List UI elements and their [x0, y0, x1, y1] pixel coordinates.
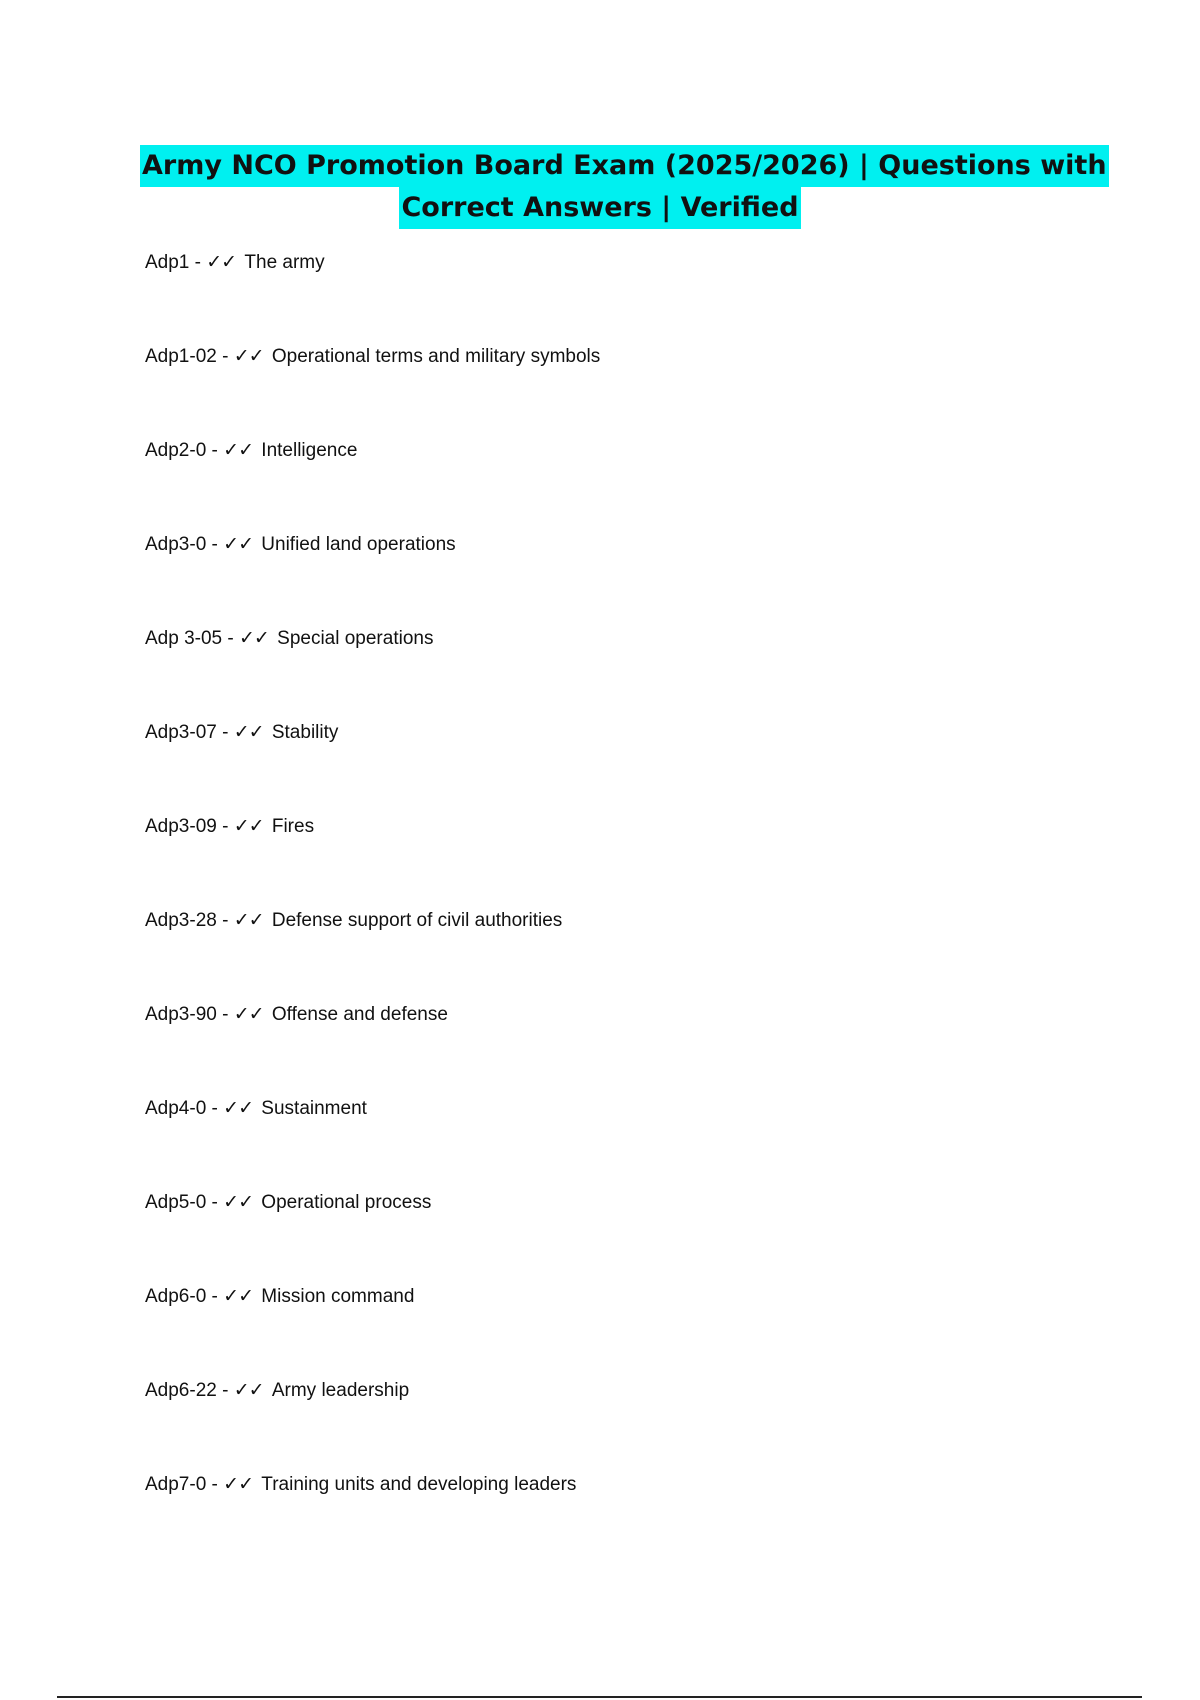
entry-separator: - [189, 252, 207, 273]
list-item [145, 1188, 1045, 1282]
entry-answer: Operational process [261, 1192, 432, 1213]
entry-separator: - [206, 1192, 224, 1213]
double-check-icon: ✓✓ [233, 346, 268, 367]
entry-answer: Mission command [261, 1286, 415, 1307]
entry-answer: Stability [271, 722, 339, 743]
title-line-2: Correct Answers | Verified [399, 187, 800, 229]
list-item [145, 436, 1045, 530]
entry-term: Adp5-0 [145, 1192, 207, 1213]
entry-term: Adp3-90 [145, 1004, 217, 1025]
list-item [145, 1282, 1045, 1376]
entry-separator: - [206, 1286, 224, 1307]
entry-answer: Defense support of civil authorities [271, 910, 563, 931]
entry-term: Adp 3-05 [145, 628, 223, 649]
entry-separator: - [206, 534, 224, 555]
entry-term: Adp7-0 [145, 1474, 207, 1495]
footer-divider [57, 1696, 1142, 1698]
double-check-icon: ✓✓ [233, 816, 268, 837]
entry-separator: - [216, 346, 234, 367]
double-check-icon: ✓✓ [239, 628, 274, 649]
entry-answer: Special operations [277, 628, 434, 649]
list-item [145, 530, 1045, 624]
list-item [145, 1376, 1045, 1470]
entry-term: Adp3-07 [145, 722, 217, 743]
double-check-icon: ✓✓ [233, 722, 268, 743]
entry-separator: - [206, 1474, 224, 1495]
entry-separator: - [216, 1004, 234, 1025]
title-line-1: Army NCO Promotion Board Exam (2025/2026) | Questions with [140, 145, 1109, 187]
entry-term: Adp3-0 [145, 534, 207, 555]
list-item [145, 624, 1045, 718]
double-check-icon: ✓✓ [223, 1098, 258, 1119]
double-check-icon: ✓✓ [223, 534, 258, 555]
entry-term: Adp3-28 [145, 910, 217, 931]
entry-answer: Operational terms and military symbols [271, 346, 601, 367]
entry-answer: Unified land operations [261, 534, 456, 555]
entry-answer: Army leadership [271, 1380, 410, 1401]
entry-term: Adp6-0 [145, 1286, 207, 1307]
entry-separator: - [216, 910, 234, 931]
double-check-icon: ✓✓ [233, 1004, 268, 1025]
double-check-icon: ✓✓ [233, 910, 268, 931]
entry-separator: - [216, 722, 234, 743]
list-item [145, 718, 1045, 812]
list-item [145, 812, 1045, 906]
list-item [145, 342, 1045, 436]
double-check-icon: ✓✓ [233, 1380, 268, 1401]
double-check-icon: ✓✓ [223, 440, 258, 461]
entry-answer: The army [244, 252, 325, 273]
entry-answer: Training units and developing leaders [261, 1474, 577, 1495]
entry-term: Adp6-22 [145, 1380, 217, 1401]
document-title [140, 145, 1107, 229]
entry-separator: - [216, 1380, 234, 1401]
double-check-icon: ✓✓ [223, 1286, 258, 1307]
list-item [145, 1470, 1045, 1564]
entry-term: Adp1-02 [145, 346, 217, 367]
double-check-icon: ✓✓ [206, 252, 241, 273]
entry-answer: Intelligence [261, 440, 358, 461]
entry-separator: - [206, 440, 224, 461]
entry-answer: Sustainment [261, 1098, 367, 1119]
entry-answer: Fires [271, 816, 315, 837]
list-item [145, 1000, 1045, 1094]
entry-term: Adp1 [145, 252, 190, 273]
entry-separator: - [206, 1098, 224, 1119]
qa-list [145, 248, 1045, 1564]
entry-term: Adp2-0 [145, 440, 207, 461]
double-check-icon: ✓✓ [223, 1474, 258, 1495]
entry-separator: - [216, 816, 234, 837]
entry-term: Adp4-0 [145, 1098, 207, 1119]
entry-answer: Offense and defense [271, 1004, 448, 1025]
entry-separator: - [222, 628, 240, 649]
list-item [145, 906, 1045, 1000]
double-check-icon: ✓✓ [223, 1192, 258, 1213]
entry-term: Adp3-09 [145, 816, 217, 837]
list-item [145, 1094, 1045, 1188]
list-item [145, 248, 1045, 342]
